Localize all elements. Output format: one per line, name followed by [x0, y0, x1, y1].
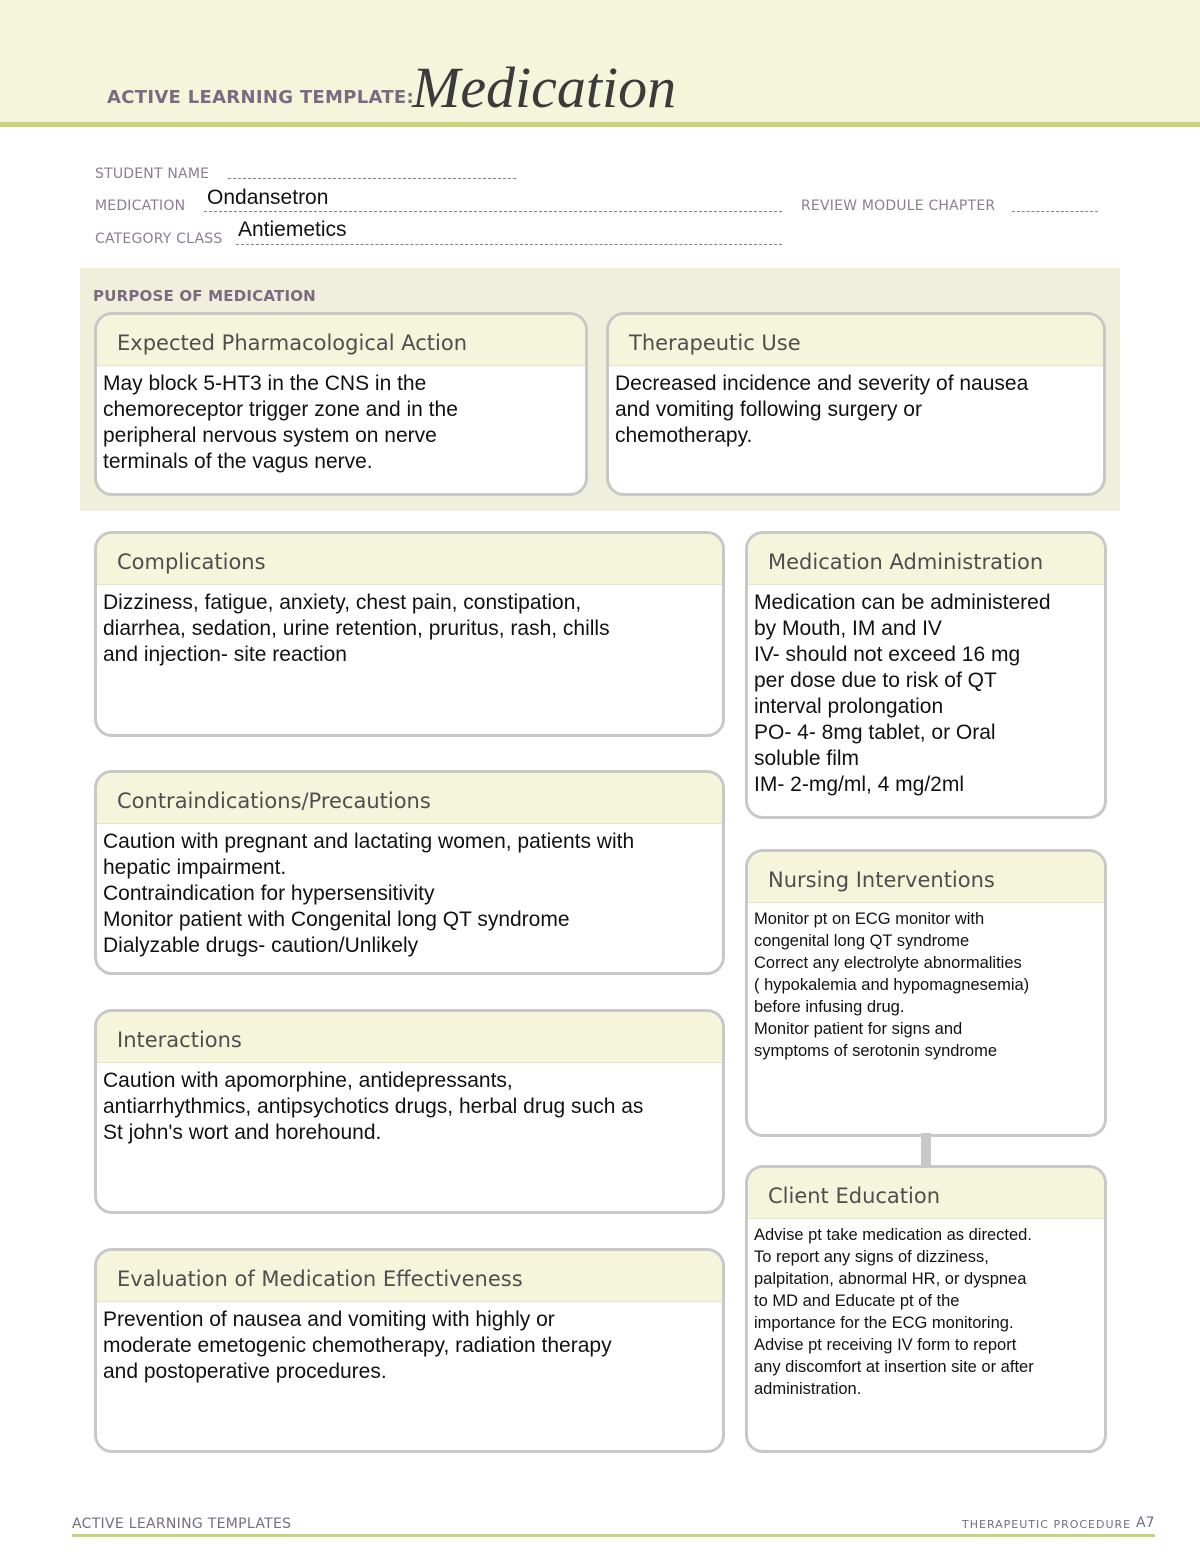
- client-education-title: Client Education: [748, 1168, 1104, 1219]
- template-label: ACTIVE LEARNING TEMPLATE:: [107, 87, 414, 108]
- purpose-label: PURPOSE OF MEDICATION: [93, 287, 316, 305]
- evaluation-text[interactable]: Prevention of nausea and vomiting with highly or moderate emetogenic chemotherapy, radiation therapy and postoperative procedures.: [103, 1308, 612, 1383]
- therapeutic-use-title: Therapeutic Use: [609, 315, 1103, 366]
- medication-value: Ondansetron: [207, 186, 329, 209]
- therapeutic-use-text[interactable]: Decreased incidence and severity of nausea and vomiting following surgery or chemotherapy.: [615, 372, 1029, 447]
- review-module-field[interactable]: [1012, 210, 1098, 212]
- client-education-text[interactable]: Advise pt take medication as directed. To report any signs of dizziness, palpitation, abnormal HR, or dyspnea to MD and Educate pt of the importance for the ECG monitoring. Advise pt receiving IV form to report any discomfort at insertion site or after administration.: [754, 1226, 1034, 1398]
- expected-action-title: Expected Pharmacological Action: [97, 315, 585, 366]
- interactions-text[interactable]: Caution with apomorphine, antidepressants, antiarrhythmics, antipsychotics drugs, herbal drug such as St john's wort and horehound.: [103, 1069, 644, 1144]
- therapeutic-use-card: [606, 312, 1106, 496]
- nursing-interventions-text[interactable]: Monitor pt on ECG monitor with congenital long QT syndrome Correct any electrolyte abnormalities ( hypokalemia and hypomagnesemia) before infusing drug. Monitor patient for signs and symptoms of serotonin syndrome: [754, 910, 1030, 1060]
- interactions-card: [94, 1009, 725, 1214]
- interactions-title: Interactions: [97, 1012, 722, 1063]
- medication-administration-text[interactable]: Medication can be administered by Mouth, IM and IV IV- should not exceed 16 mg per dose due to risk of QT interval prolongation PO- 4- 8mg tablet, or Oral soluble film IM- 2-mg/ml, 4 mg/2ml: [754, 591, 1051, 796]
- expected-action-text[interactable]: May block 5-HT3 in the CNS in the chemoreceptor trigger zone and in the peripheral nervous system on nerve terminals of the vagus nerve.: [103, 372, 458, 473]
- complications-card: [94, 531, 725, 737]
- student-name-label: STUDENT NAME: [95, 166, 210, 182]
- category-class-label: CATEGORY CLASS: [95, 231, 223, 247]
- student-name-field[interactable]: [228, 177, 516, 179]
- review-module-label: REVIEW MODULE CHAPTER: [801, 198, 996, 214]
- footer-rule: [72, 1534, 1155, 1537]
- nursing-interventions-title: Nursing Interventions: [748, 852, 1104, 903]
- category-class-field[interactable]: [236, 243, 782, 245]
- evaluation-card: [94, 1248, 725, 1453]
- medication-field[interactable]: [204, 210, 782, 212]
- medication-administration-title: Medication Administration: [748, 534, 1104, 585]
- medication-administration-card: [745, 531, 1107, 819]
- connector-line: [921, 1133, 931, 1167]
- header-rule: [0, 122, 1200, 127]
- footer-left-label: ACTIVE LEARNING TEMPLATES: [72, 1516, 292, 1532]
- nursing-interventions-card: [745, 849, 1107, 1137]
- complications-text[interactable]: Dizziness, fatigue, anxiety, chest pain, constipation, diarrhea, sedation, urine retention, pruritus, rash, chills and injection- site reaction: [103, 591, 610, 666]
- page-number: A7: [1136, 1515, 1155, 1531]
- category-class-value: Antiemetics: [238, 218, 347, 241]
- evaluation-title: Evaluation of Medication Effectiveness: [97, 1251, 722, 1302]
- expected-action-card: [94, 312, 588, 496]
- footer-right-label: THERAPEUTIC PROCEDURE: [962, 1518, 1132, 1531]
- complications-title: Complications: [97, 534, 722, 585]
- contraindications-text[interactable]: Caution with pregnant and lactating women, patients with hepatic impairment. Contraindication for hypersensitivity Monitor patient with Congenital long QT syndrome Dialyzable drugs- caution/Unlikely: [103, 830, 635, 957]
- client-education-card: [745, 1165, 1107, 1453]
- contraindications-card: [94, 770, 725, 975]
- page-title: Medication: [412, 55, 677, 120]
- contraindications-title: Contraindications/Precautions: [97, 773, 722, 824]
- medication-label: MEDICATION: [95, 198, 186, 214]
